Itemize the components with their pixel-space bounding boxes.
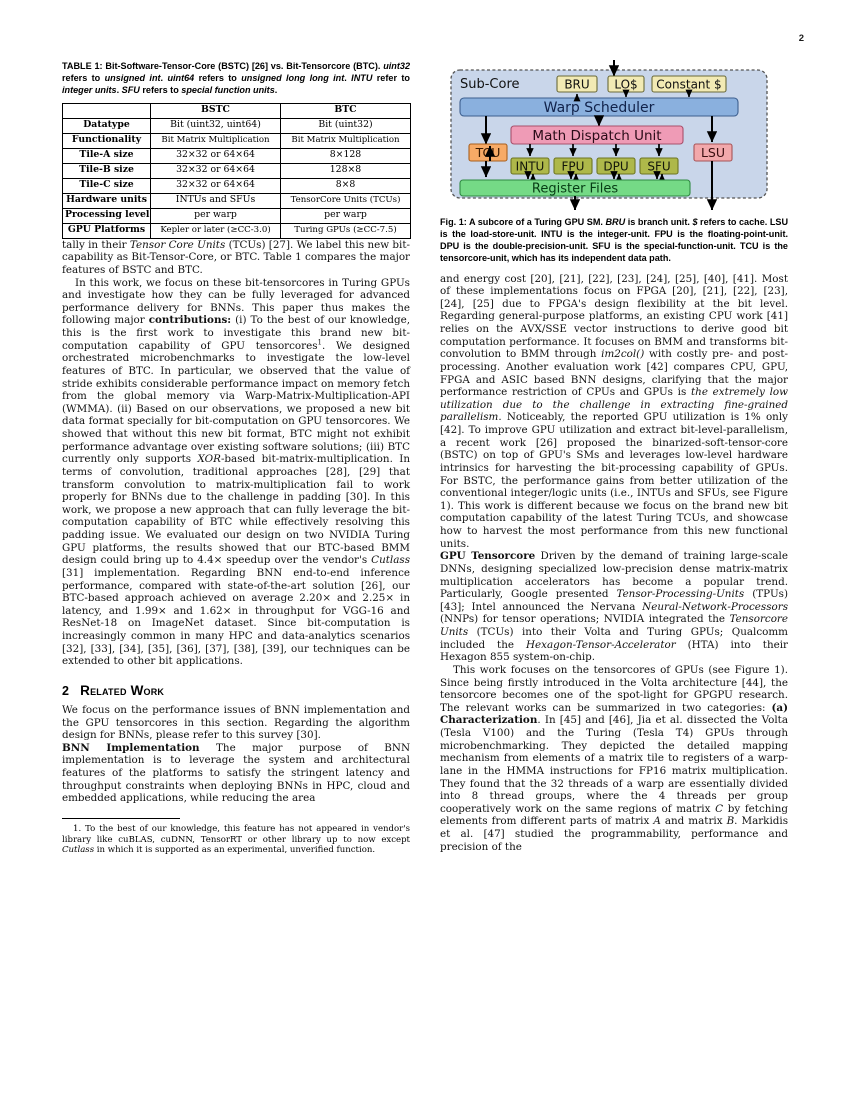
left-column [62, 60, 410, 856]
table-cell-bstc: INTUs and SFUs [151, 193, 281, 208]
table-header-row [63, 104, 411, 119]
table-cell-bstc: per warp [151, 208, 281, 223]
lsu-label: LSU [700, 145, 726, 160]
lo-cache-label: LO$ [614, 77, 638, 92]
table-cell-bstc: Bit (uint32, uint64) [151, 118, 281, 133]
table-row-label: GPU Platforms [63, 223, 151, 238]
left-paragraph-1: tally in their Tensor Core Units (TCUs) [27]. We label this new bit-capability as Bit-Tensor-Core, or BTC. Table 1 compares the major features of BSTC and BTC. [62, 238, 411, 276]
math-dispatch-unit-label: Math Dispatch Unit [532, 128, 662, 144]
left-paragraph-4: BNN Implementation The major purpose of BNN implementation is to leverage the system and architectural features of the platforms to satisfy the stringent latency and throughput constraints when deploying BNNs in HPC, cloud and embedded applications, while reducing the area [62, 741, 410, 805]
table-row [63, 223, 411, 238]
constant-cache-label: Constant $ [656, 77, 722, 92]
table-cell-btc: 8×8 [281, 178, 411, 193]
table-row [63, 148, 411, 163]
table-row [63, 118, 411, 133]
warp-scheduler-label: Warp Scheduler [543, 100, 655, 116]
table-row [63, 178, 411, 193]
table-row-label: Hardware units [63, 193, 151, 208]
table-caption: TABLE 1: Bit-Software-Tensor-Core (BSTC) [26] vs. Bit-Tensorcore (BTC). uint32 refers to unsigned int. uint64 refers to unsigned long long int. INTU refer to integer units. SFU refers to special function units. [62, 61, 410, 95]
intu-label: INTU [515, 159, 545, 174]
table-cell-bstc: 32×32 or 64×64 [151, 178, 281, 193]
figure-1-caption: Fig. 1: A subcore of a Turing GPU SM. BRU is branch unit. $ refers to cache. LSU is the load-store-unit. INTU is the integer-unit. FPU is the floating-point-unit. DPU is the double-precision-unit. SFU is the special-function-unit. TCU is the tensorcore-unit, which has its independent data path. [440, 217, 789, 264]
footnote-marker: 1 [317, 338, 322, 347]
subcore-architecture-svg [440, 60, 788, 210]
page-number: 2 [798, 33, 804, 44]
footnote-1: 1. To the best of our knowledge, this feature has not appeared in vendor's library like cuBLAS, cuDNN, TensorRT or other library up to now except Cutlass in which it is supported as an experimental, unverified function. [62, 823, 410, 856]
table-cell-btc: per warp [281, 208, 411, 223]
table-row-label: Tile-A size [63, 148, 151, 163]
right-column [440, 60, 788, 853]
subcore-label: Sub-Core [460, 77, 520, 92]
right-paragraph-1: and energy cost [20], [21], [22], [23], [24], [25], [40], [41]. Most of these implementations focus on FPGA [20], [21], [22], [23], [24], [25] due to FPGA's design flexibility at the bit level. Regarding general-purpose platforms, an existing CPU work [41] relies on the AVX/SSE vector instructions to derive good bit computation performance. It focuses on BMM and transforms bit-convolution to BMM through im2col() with costly pre- and post-processing. Another evaluation work [42] compares CPU, GPU, FPGA and ASIC based BNN designs, clarifying that the major performance restriction of CPUs and GPUs is the extremely low utilization due to the challenge in extracting fine-grained parallelism. Noticeably, the reported GPU utilization is 1% only [42]. To improve GPU utilization and extract bit-level-parallelism, a recent work [26] proposed the binarized-soft-tensor-core (BSTC) on top of GPU's SMs and leverages low-level hardware intrinsics for harvesting the bit-processing capability of GPUs. For BSTC, the performance gains from better utilization of the conventional integer/logic units (i.e., INTUs and SFUs, see Figure 1). This work is different because we focus on the brand new bit computation capability of the latest Turing TCUs, and showcase how to harvest the most performance from this new functional units. [440, 272, 788, 550]
section-number: 2 [62, 683, 70, 698]
table-cell-bstc: 32×32 or 64×64 [151, 148, 281, 163]
table-col-header-0 [63, 104, 151, 119]
table-row-label: Tile-B size [63, 163, 151, 178]
table-cell-btc: Turing GPUs (≥CC-7.5) [281, 223, 411, 238]
table-row [63, 208, 411, 223]
table-header [63, 104, 411, 119]
fpu-label: FPU [561, 159, 585, 174]
footnote-divider [62, 818, 180, 819]
left-paragraph-3: We focus on the performance issues of BNN implementation and the GPU tensorcores in this section. Regarding the algorithm design for BNNs, please refer to this survey [30]. [62, 703, 410, 742]
table-cell-bstc: 32×32 or 64×64 [151, 163, 281, 178]
bstc-btc-comparison-table [62, 103, 411, 239]
table-cell-btc: Bit Matrix Multiplication [281, 133, 411, 148]
table-cell-btc: Bit (uint32) [281, 118, 411, 133]
table-col-header-bstc: BSTC [151, 104, 281, 119]
section-title: Related Work [80, 682, 165, 698]
sfu-label: SFU [647, 159, 671, 174]
left-paragraph-2: In this work, we focus on these bit-tensorcores in Turing GPUs and investigate how they can be fully leveraged for advanced performance delivery for BNNs. This paper thus makes the following major contributions: (i) To the best of our knowledge, this is the first work to investigate this brand new bit-computation capability of GPU tensorcores$^1$. We designed orchestrated microbenchmarks to investigate the low-level features of BTC. In particular, we observed that the value of stride exhibits considerable performance impact on memory fetch from the global memory via Warp-Matrix-Multiplication-API (WMMA). (ii) Based on our observations, we proposed a new bit data format specially for bit-computation on GPU tensorcores. We showed that without this new bit format, BTC might not exhibit performance advantage over existing software solutions; (iii) BTC currently only supports XOR-based bit-matrix-multiplication. In terms of convolution, traditional approaches [28], [29] that transform convolution to matrix-multiplication fail to work properly for BNNs due to the challenge in padding [30]. In this work, we propose a new approach that can fully leverage the bit-computation capability of BTC while effectively resolving this padding issue. We evaluated our design on two NVIDIA Turing GPU platforms, the results showed that our BTC-based BMM design could bring up to 4.4× speedup over the vendor's Cutlass [31] implementation. Regarding BNN end-to-end inference performance, compared with state-of-the-art solution [26], our BTC-based approach achieved on average 2.20× and 2.25× in latency, and 1.99× and 1.62× in throughput for VGG-16 and ResNet-18 on ImageNet dataset. Since bit-computation is increasingly common in many HPC and data-analytics scenarios [32], [33], [34], [35], [36], [37], [38], [39], our techniques can be extended to other bit applications. [62, 276, 410, 668]
dpu-label: DPU [603, 159, 629, 174]
tcu-label: TCU [475, 145, 501, 160]
table-row [63, 163, 411, 178]
right-paragraph-2: GPU Tensorcore Driven by the demand of training large-scale DNNs, designing specialized low-precision dense matrix-matrix multiplication accelerators has become a popular trend. Particularly, Google presented Tensor-Processing-Units (TPUs) [43]; Intel announced the Nervana Neural-Network-Processors (NNPs) for tensor operations; NVIDIA integrated the Tensorcore Units (TCUs) into their Volta and Turing GPUs; Qualcomm included the Hexagon-Tensor-Accelerator (HTA) into their Hexagon 855 system-on-chip. [440, 550, 789, 664]
table-col-header-btc: BTC [281, 104, 411, 119]
table-cell-bstc: Kepler or later (≥CC-3.0) [151, 223, 281, 238]
right-paragraph-3: This work focuses on the tensorcores of GPUs (see Figure 1). Since being firstly introduced in the Volta architecture [44], the tensorcore becomes one of the spot-light for GPGPU research. The relevant works can be summarized in two categories: (a) Characterization. In [45] and [46], Jia et al. dissected the Volta (Tesla V100) and the Turing (Tesla T4) GPUs through microbenchmarking. They depicted the detailed mapping mechanism from elements of a matrix tile to registers of a warp-lane in the HMMA instructions for FP16 matrix multiplication. They found that the 32 threads of a warp are essentially divided into 8 thread groups, where the 4 threads per group cooperatively work on the same regions of matrix C by fetching elements from different parts of matrix A and matrix B. Markidis et al. [47] studied the programmability, performance and precision of the [440, 663, 789, 853]
table-cell-btc: 8×128 [281, 148, 411, 163]
register-files-label: Register Files [531, 181, 619, 197]
bru-label: BRU [564, 77, 590, 92]
figure-1-diagram [440, 60, 788, 210]
table-row [63, 193, 411, 208]
table-cell-btc: 128×8 [281, 163, 411, 178]
section-heading-related-work [62, 683, 410, 698]
table-cell-bstc: Bit Matrix Multiplication [151, 133, 281, 148]
table-row-label: Tile-C size [63, 178, 151, 193]
table-body [63, 118, 411, 238]
table-cell-btc: TensorCore Units (TCUs) [281, 193, 411, 208]
table-row-label: Processing level [63, 208, 151, 223]
table-row-label: Datatype [63, 118, 151, 133]
table-row [63, 133, 411, 148]
table-row-label: Functionality [63, 133, 151, 148]
